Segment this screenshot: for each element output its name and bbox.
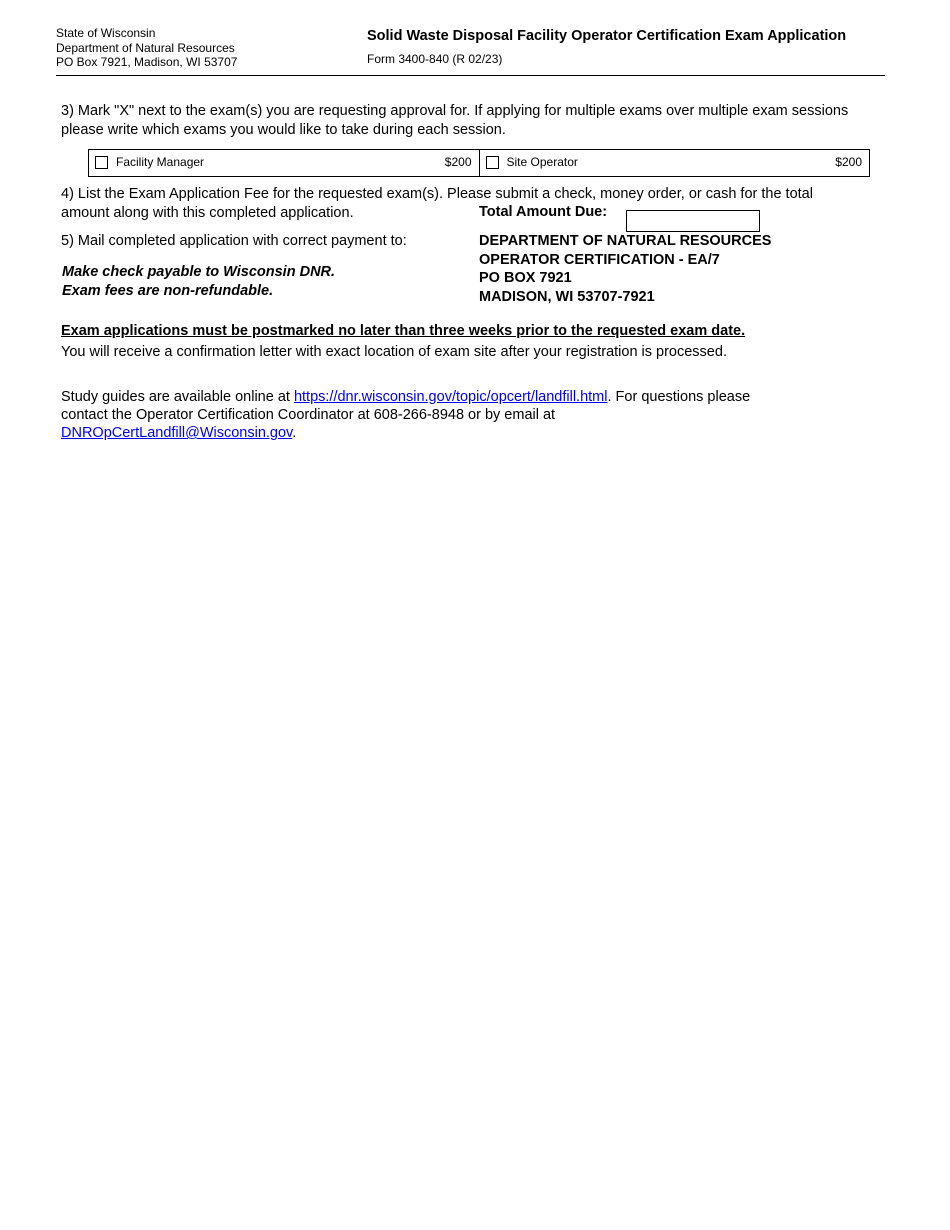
address-line: MADISON, WI 53707-7921	[479, 288, 655, 305]
total-amount-label: Total Amount Due:	[479, 204, 608, 220]
study-text-suffix: .	[292, 425, 297, 441]
exam-fee: $200	[444, 155, 472, 169]
study-text-middle: . For questions please contact the Operator Certification Coordinator at 608-266-8948 or by email at	[61, 389, 751, 423]
exam-fee: $200	[835, 155, 862, 169]
agency-line-address: PO Box 7921, Madison, WI 53707	[56, 55, 238, 69]
payment-instructions	[62, 263, 335, 300]
agency-line-state: State of Wisconsin	[56, 26, 156, 40]
question-5-text: 5) Mail completed application with correct payment to:	[61, 233, 407, 249]
address-line: PO BOX 7921	[479, 270, 572, 286]
agency-block	[56, 26, 237, 70]
form-title: Solid Waste Disposal Facility Operator Certification Exam Application	[367, 28, 847, 44]
confirmation-notice: You will receive a confirmation letter with exact location of exam site after your registration is processed.	[61, 344, 727, 360]
total-amount-input[interactable]	[626, 210, 760, 232]
facility-manager-checkbox[interactable]	[95, 156, 108, 169]
study-text-prefix: Study guides are available online at	[61, 389, 294, 405]
non-refundable-line: Exam fees are non-refundable.	[62, 282, 274, 299]
exam-name: Site Operator	[506, 155, 578, 169]
address-line: DEPARTMENT OF NATURAL RESOURCES	[479, 233, 772, 249]
study-guides-paragraph	[61, 388, 761, 442]
exam-selection-table	[88, 149, 870, 177]
study-guide-link[interactable]: https://dnr.wisconsin.gov/topic/opcert/landfill.html	[293, 389, 608, 405]
question-4-text: 4) List the Exam Application Fee for the requested exam(s). Please submit a check, money order, or cash for the total amount along with this completed application.	[61, 186, 813, 221]
coordinator-email-link[interactable]: DNROpCertLandfill@Wisconsin.gov	[61, 425, 293, 441]
header-divider	[56, 75, 885, 76]
form-number: Form 3400-840 (R 02/23)	[367, 52, 503, 66]
mailing-address	[479, 232, 771, 306]
agency-line-department: Department of Natural Resources	[56, 40, 235, 55]
payable-line: Make check payable to Wisconsin DNR.	[62, 264, 336, 280]
exam-name: Facility Manager	[116, 155, 205, 169]
address-line: OPERATOR CERTIFICATION - EA/7	[479, 251, 720, 268]
question-3-text: 3) Mark "X" next to the exam(s) you are requesting approval for. If applying for multiple exams over multiple exam sessions please write which exams you would like to take during each session.	[61, 103, 849, 138]
site-operator-checkbox[interactable]	[486, 156, 499, 169]
postmark-deadline-notice: Exam applications must be postmarked no later than three weeks prior to the requested exam date.	[61, 323, 746, 339]
exam-option-site-operator	[479, 150, 870, 176]
exam-option-facility-manager	[89, 150, 479, 176]
